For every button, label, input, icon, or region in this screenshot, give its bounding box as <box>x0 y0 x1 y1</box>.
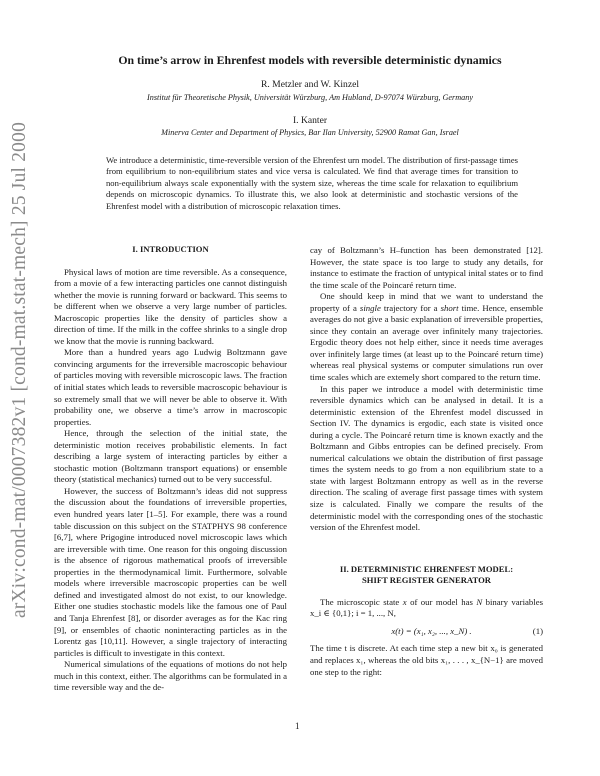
authors-2: I. Kanter <box>292 115 328 126</box>
paragraph: The microscopic state x of our model has N binary variables x_i ∈ {0,1}; i = 1, ..., N, <box>310 596 543 619</box>
affiliation-2: Minerva Center and Department of Physics, Bar Ilan University, 52900 Ramat Gan, Israel <box>161 128 459 137</box>
abstract: We introduce a deterministic, time-reversible version of the Ehrenfest urn model. The distribution of first-passage times from equilibrium to non-equilibrium states and vice versa is calculated. We find that average times for transition to non-equilibrium always scale exponentially with the system size, whereas the time scale for relaxation to equilibrium depends on microscopic dynamics. To illustrate this, we also look at deterministic and stochastic versions of the Ehrenfest model with a distribution of microscopic relaxation times. <box>106 155 518 211</box>
page-number: 1 <box>295 721 300 731</box>
section-heading-2-line1: II. DETERMINISTIC EHRENFEST MODEL: <box>339 563 514 574</box>
paragraph: In this paper we introduce a model with deterministic time reversible dynamics which can be analysed in detail. It is a deterministic extension of the Ehrenfest model discussed in Section IV. The dynamics is ergodic, each state is visited once during a cycle. The Poincaré return time is known exactly and the Boltzmann and Gibbs entropies can be defined precisely. From numerical calculations we obtain the distribution of first passage times the system needs to go from a non equilibrium state to a state with largest Boltzmann entropy as well as in the reverse direction. The scaling of average first passage times with system size is calculated. Finally we compare the results of the deterministic model with the corresponding ones of the stochastic version of the Ehrenfest model. <box>310 383 543 533</box>
affiliation-1: Institut für Theoretische Physik, Universität Würzburg, Am Hubland, D-97074 Würzburg, Germany <box>147 93 473 102</box>
arxiv-id: arXiv:cond-mat/0007382v1 [cond-mat.stat-mech] 25 Jul 2000 <box>9 121 30 619</box>
paragraph: Numerical simulations of the equations of motions do not help much in this context, either. The algorithms can be formulated in a time reversible way and the de- <box>54 659 287 693</box>
authors-1: R. Metzler and W. Kinzel <box>260 79 360 90</box>
equation-number: (1) <box>532 625 543 636</box>
paragraph: More than a hundred years ago Ludwig Boltzmann gave convincing arguments for the irreversible macroscopic behaviour of particles moving with reversible microscopic laws. The fraction of initial states which leads to reversible macroscopic behaviour is so extremely small that we will never be able to observe it. With probability one, we observe a time’s arrow in macroscopic properties. <box>54 347 287 427</box>
paper-title: On time’s arrow in Ehrenfest models with reversible deterministic dynamics <box>118 53 502 67</box>
arxiv-stamp <box>6 95 34 645</box>
left-column <box>54 244 287 694</box>
right-column <box>310 245 543 678</box>
paragraph: However, the success of Boltzmann’s ideas did not suppress the discussion about the foundations of irreversible properties, even hundred years later [1–5]. For example, there was a round table discussion on this subject on the STATPHYS 98 conference [6,7], where Prigogine introduced novel microscopic laws which are irreversible with time. One reason for this ongoing discussion is the absence of rigorous mathematical proofs of irreversible properties in the thermodynamical limit. Furthermore, solvable models where irreversible macroscopic properties can be well defined and investigated almost do not exist, to our knowledge. Either one studies stochastic models like the famous one of Paul and Tanja Ehrenfest [8], or disorder averages as for the Kac ring [9], or ensembles of chaotic noninteracting particles as in the Lorentz gas [10,11]. However, a single trajectory of interacting particles is difficult to investigate in this context. <box>54 485 287 658</box>
paragraph: Physical laws of motion are time reversible. As a consequence, from a movie of a few interacting particles one cannot distinguish whether the movie is running forward or backward. This seems to be different when we observe a very large number of particles. Macroscopic properties like the density of particles show a direction of time. If the milk in the coffee shrinks to a single drop we know that the movie is running backward. <box>54 266 287 346</box>
paragraph: cay of Boltzmann’s H–function has been demonstrated [12]. However, the state space is too large to study any details, for instance to estimate the fraction of untypical inital states or to find the time scale of the Poincaré return time. <box>310 245 543 290</box>
section-heading-2-line2: SHIFT REGISTER GENERATOR <box>362 575 491 586</box>
paragraph: The time t is discrete. At each time step a new bit x₀ is generated and replaces x₁, whereas the old bits x₁, . . . , x_{N−1} are moved one step to the right: <box>310 643 543 677</box>
paragraph: Hence, through the selection of the initial state, the deterministic motion receives probabilistic elements. In fact describing a large system of interacting particles by either a stochastic motion (Boltzmann transport equations) or ensemble theory (statistical mechanics) turned out to be very successful. <box>54 428 287 485</box>
paragraph: One should keep in mind that we want to understand the property of a single trajectory for a short time. Hence, ensemble averages do not give a basic explanation of irreversible properties, since they contain an average over infinitely many trajectories. Ergodic theory does not help either, since it needs time averages over infinitely large times (at least up to the Poincaré return time) whereas real physical systems or computer simulations run over time scales which are extemely short compared to the return time. <box>310 291 543 383</box>
equation-1: x(t) = (x₁, x₂, ..., x_N) . (1) <box>391 625 543 636</box>
section-heading-intro: I. INTRODUCTION <box>132 244 209 254</box>
